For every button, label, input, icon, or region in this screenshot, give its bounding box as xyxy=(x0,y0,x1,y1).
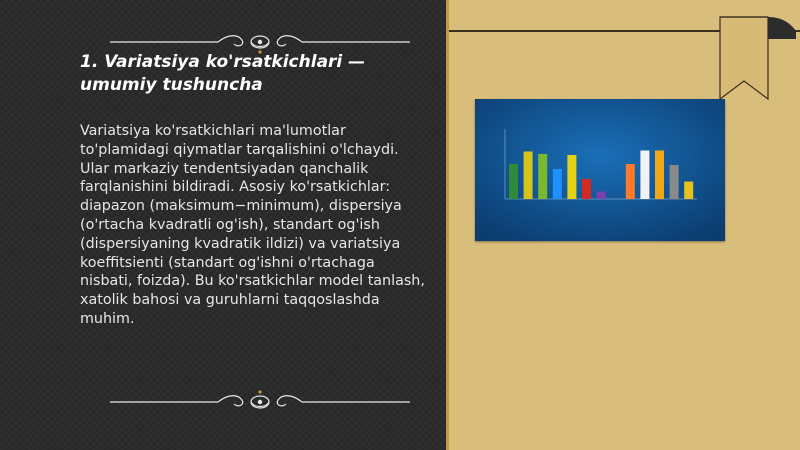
bar-chart xyxy=(475,99,725,241)
chart-bar xyxy=(567,155,576,199)
chart-bar xyxy=(509,164,518,199)
chart-bar xyxy=(655,151,664,200)
chart-image xyxy=(475,99,725,241)
chart-bar xyxy=(553,169,562,199)
chart-bar xyxy=(670,165,679,199)
chart-bar xyxy=(524,152,533,200)
chart-bar xyxy=(684,182,693,200)
chart-bar xyxy=(582,179,591,199)
bookmark-ribbon-icon xyxy=(716,15,800,101)
slide-title: 1. Variatsiya ko'rsatkichlari — umumiy tushuncha xyxy=(80,52,366,95)
flourish-divider-icon xyxy=(110,390,410,414)
chart-bar xyxy=(640,151,649,200)
chart-bar xyxy=(597,192,606,200)
gold-divider xyxy=(446,0,449,450)
chart-bar xyxy=(626,164,635,199)
chart-bar xyxy=(538,154,547,199)
slide-body-text: Variatsiya ko'rsatkichlari ma'lumotlar to'plamidagi qiymatlar tarqalishini o'lchaydi. Ular markaziy tendentsiyadan qanchalik farqlanishini bildiradi. Asosiy ko'rsatkichlar: diapazon (maksimum−minimum), dispersiya (o'rtacha kvadratli og'ish), standart og'ish (dispersiyaning kvadratik ildizi) va variatsiya koeffitsienti (standart og'ishni o'rtachaga nisbati, foizda). Bu ko'rsatkichlar model tanlash, xatolik bahosi va guruhlarni taqqoslashda muhim. xyxy=(80,123,425,327)
